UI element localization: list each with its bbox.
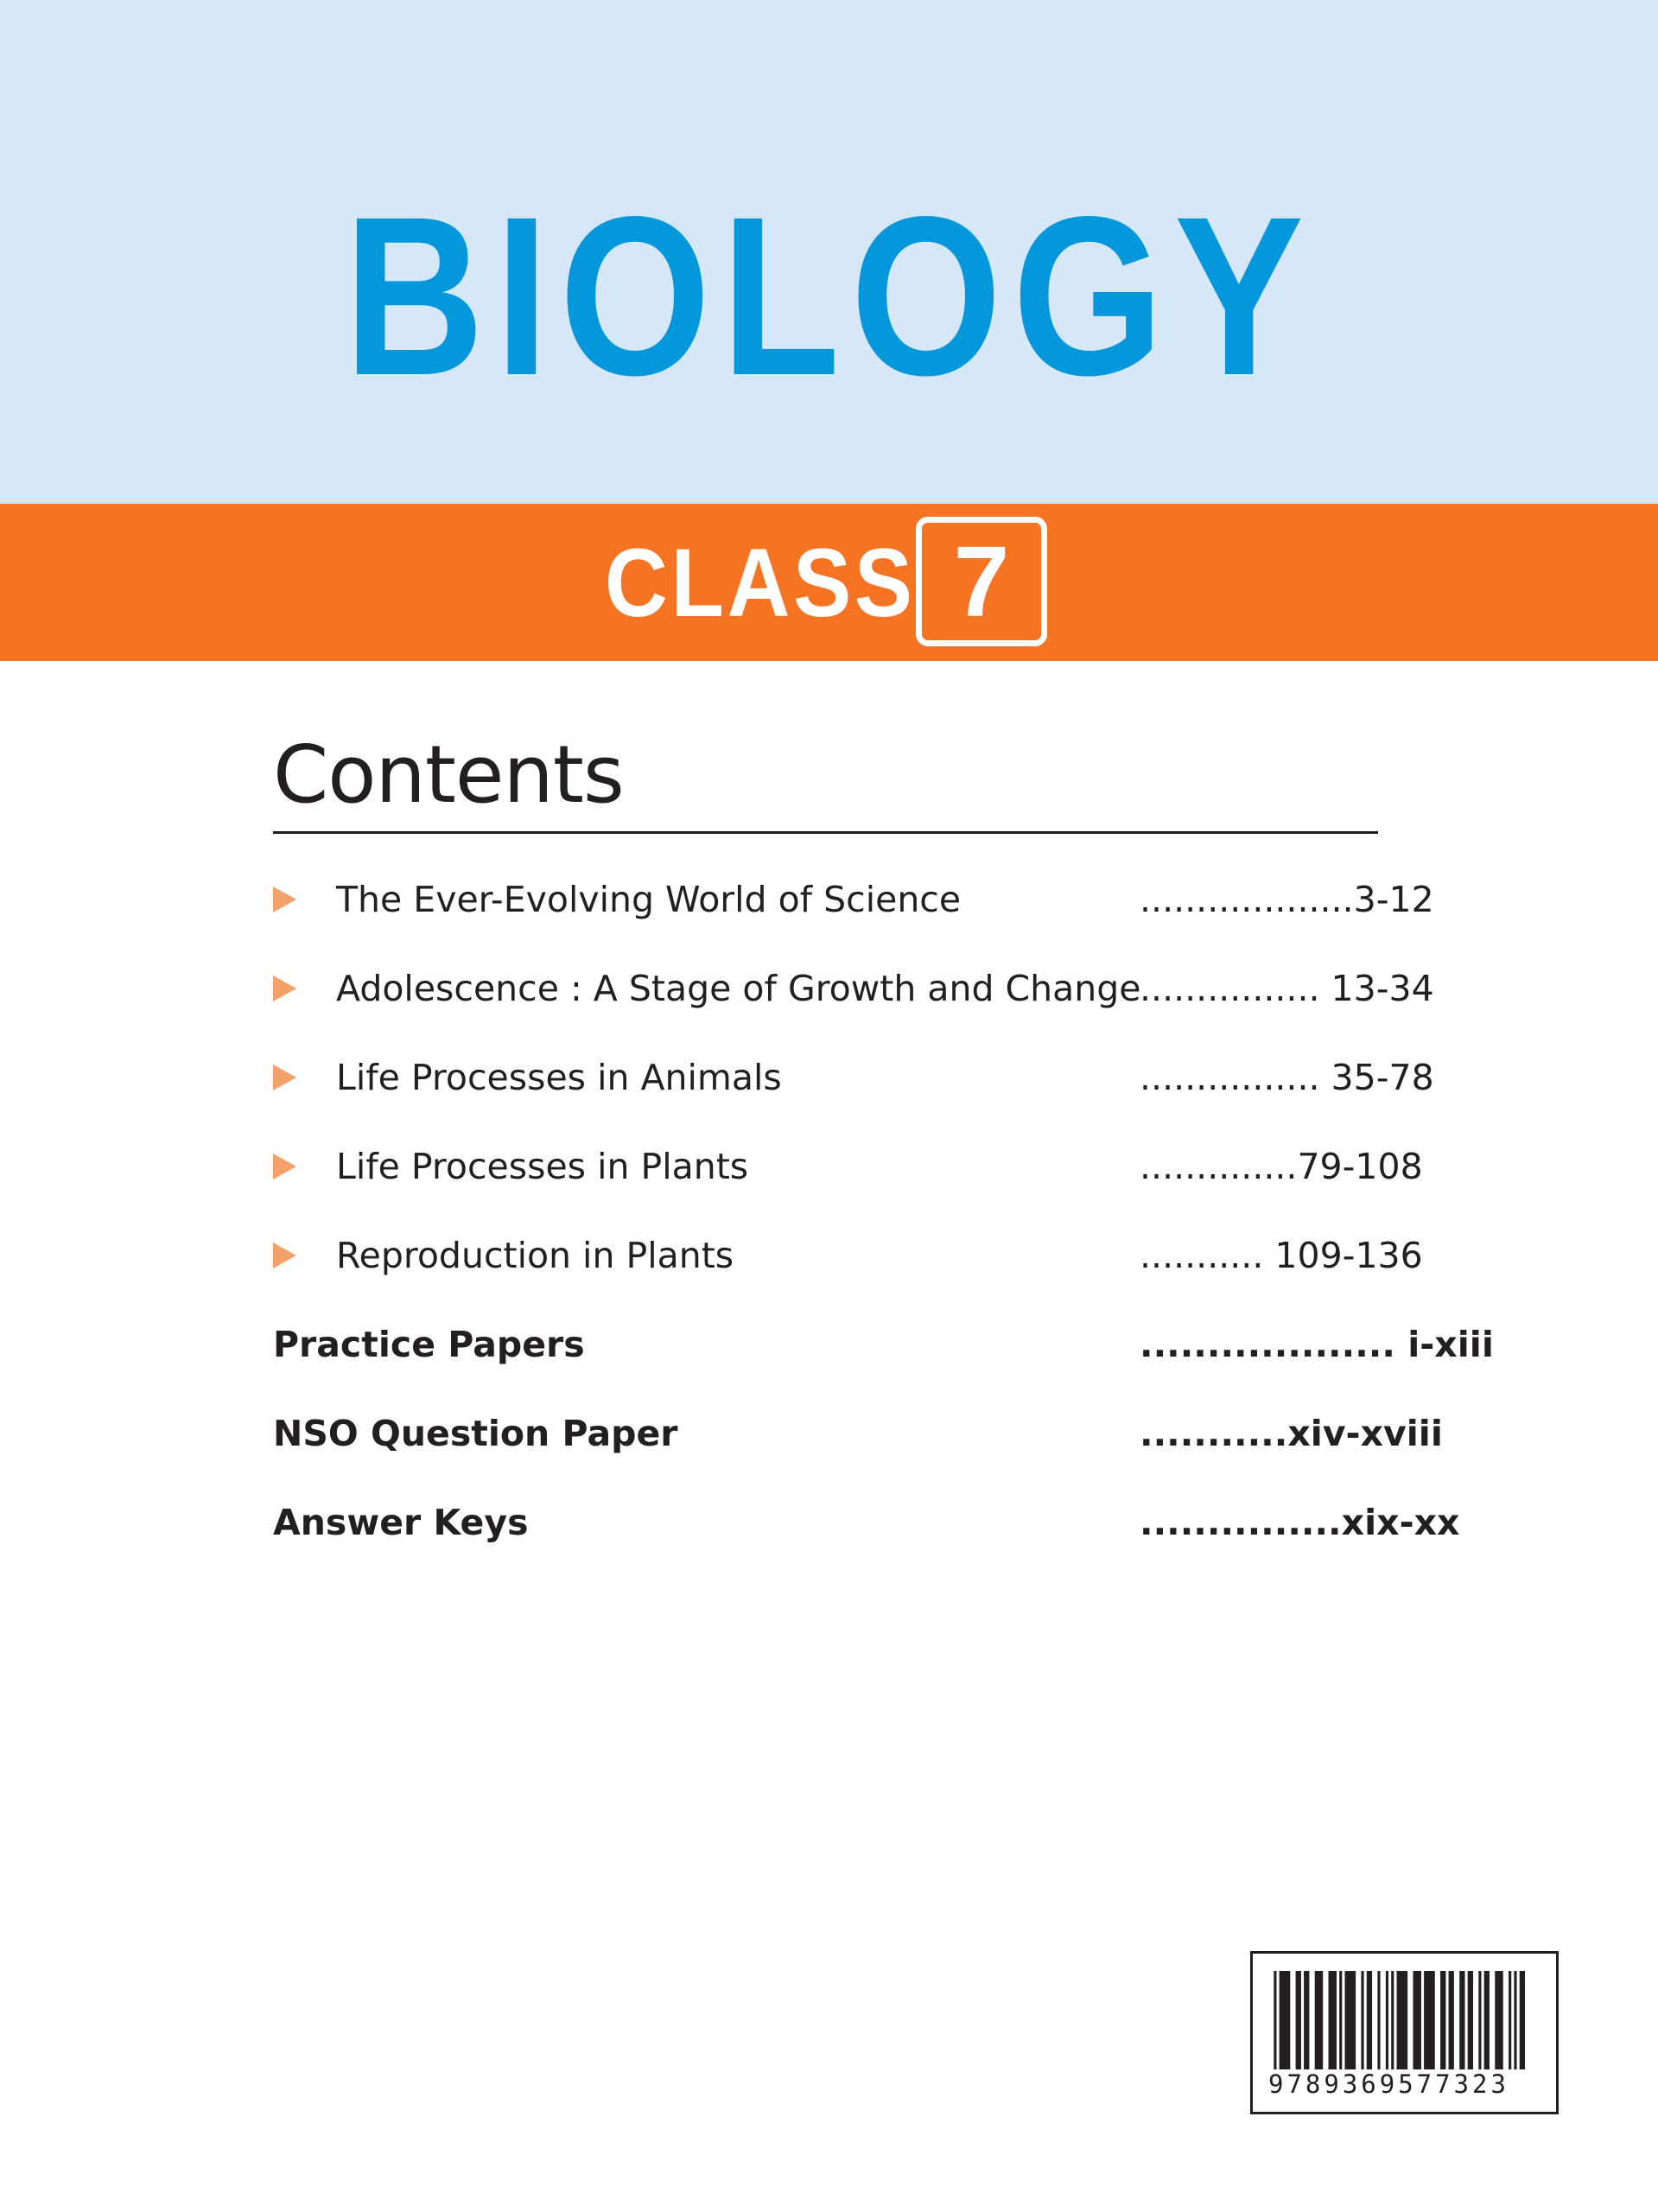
subject-title: BIOLOGY [343, 169, 1315, 423]
barcode-bar [1274, 1971, 1276, 2076]
chapter-title: Reproduction in Plants [336, 1235, 734, 1276]
barcode-bar [1367, 1971, 1372, 2076]
section-title: NSO Question Paper [273, 1413, 678, 1454]
barcode-bar [1397, 1971, 1408, 2076]
barcode-bar [1520, 1971, 1525, 2076]
barcode-bar [1315, 1971, 1323, 2076]
chapter-title: The Ever-Evolving World of Science [336, 879, 962, 920]
barcode-bar [1484, 1971, 1490, 2076]
barcode-bar [1344, 1971, 1356, 2076]
page-range: ...............xix-xx [1140, 1502, 1460, 1543]
section-title: Answer Keys [273, 1502, 529, 1543]
chapter-title: Life Processes in Animals [336, 1057, 782, 1098]
page-range: ................... i-xiii [1140, 1324, 1494, 1365]
barcode-bar [1377, 1971, 1380, 2076]
chapter-title: Adolescence : A Stage of Growth and Change [336, 968, 1141, 1009]
barcode-bar [1424, 1971, 1435, 2076]
page-range: ................ 13-34 [1140, 968, 1434, 1009]
isbn-barcode [1250, 1951, 1559, 2114]
barcode-bar [1280, 1971, 1291, 2076]
barcode-bar [1361, 1971, 1363, 2076]
barcode-bar [1391, 1971, 1394, 2076]
contents-heading: Contents [273, 728, 624, 821]
barcode-bar [1449, 1971, 1454, 2076]
page-range: ...........xiv-xviii [1140, 1413, 1443, 1454]
triangle-bullet-icon [273, 887, 296, 912]
toc-extra-item [273, 1403, 1443, 1492]
page-range: ...................3-12 [1140, 879, 1434, 920]
barcode-bar [1413, 1971, 1420, 2076]
class-number-box: 7 [916, 517, 1047, 646]
page-range: ........... 109-136 [1140, 1235, 1423, 1276]
barcode-bar [1478, 1971, 1481, 2076]
barcode-bar [1468, 1971, 1473, 2076]
class-label: CLASS [605, 529, 916, 637]
barcode-digits: 9789369577323 [1268, 2069, 1541, 2099]
table-of-contents [273, 869, 1494, 1581]
toc-chapter-item [273, 1225, 1423, 1314]
barcode-bar [1329, 1971, 1337, 2076]
barcode-bar [1509, 1971, 1511, 2076]
triangle-bullet-icon [273, 1243, 296, 1268]
section-title: Practice Papers [273, 1324, 585, 1365]
page-range: ..............79-108 [1140, 1146, 1423, 1187]
toc-chapter-item [273, 869, 1434, 958]
toc-chapter-item [273, 1047, 1434, 1136]
barcode-bars [1268, 1971, 1541, 2076]
barcode-bar [1495, 1971, 1502, 2076]
barcode-bar [1386, 1971, 1388, 2076]
triangle-bullet-icon [273, 1154, 296, 1179]
toc-chapter-item [273, 1136, 1423, 1225]
page-range: ................ 35-78 [1140, 1057, 1434, 1098]
chapter-title: Life Processes in Plants [336, 1146, 749, 1187]
triangle-bullet-icon [273, 976, 296, 1001]
toc-chapter-item [273, 958, 1434, 1047]
toc-extra-item [273, 1314, 1494, 1403]
heading-divider [273, 831, 1378, 834]
toc-extra-item [273, 1492, 1460, 1581]
barcode-bar [1514, 1971, 1516, 2076]
barcode-bar [1304, 1971, 1309, 2076]
barcode-bar [1339, 1971, 1342, 2076]
barcode-bar [1440, 1971, 1445, 2076]
barcode-bar [1296, 1971, 1301, 2076]
barcode-bar [1459, 1971, 1464, 2076]
triangle-bullet-icon [273, 1065, 296, 1090]
